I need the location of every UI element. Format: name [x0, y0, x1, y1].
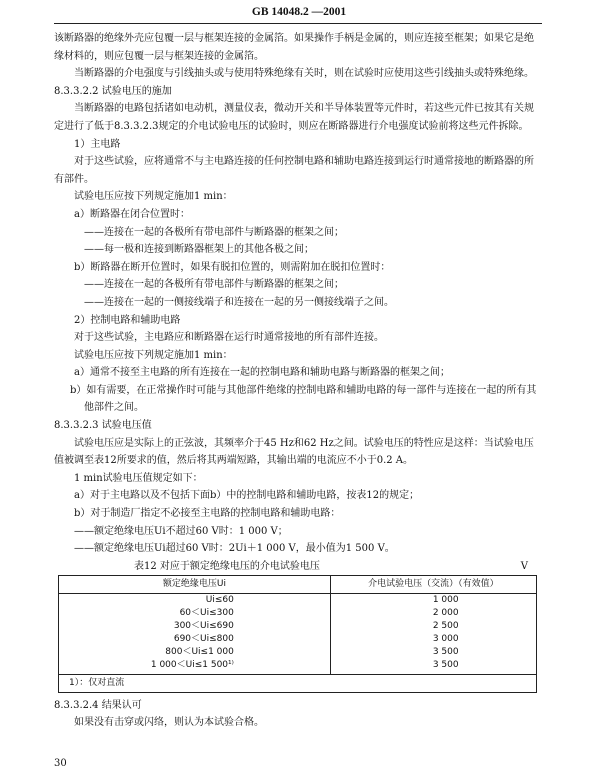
table-row: [59, 646, 537, 659]
cell-test-voltage: 3 000: [330, 633, 536, 646]
cell-rated-voltage: 300＜Ui≤690: [59, 620, 331, 633]
paragraph: a）对于主电路以及不包括下面b）中的控制电路和辅助电路，按表12的规定；: [74, 490, 420, 502]
paragraph: 如果没有击穿或闪络，则认为本试验合格。: [74, 717, 264, 729]
paragraph: ——连接在一起的各极所有带电部件与断路器的框架之间；: [84, 226, 344, 238]
cell-test-voltage: 2 000: [330, 607, 536, 620]
paragraph: ——额定绝缘电压Ui超过60 V时：2Ui＋1 000 V，最小值为1 500 V。: [74, 543, 395, 555]
table-title: 表12 对应于额定绝缘电压的介电试验电压: [134, 560, 320, 572]
table-row: [59, 607, 537, 620]
cell-test-voltage: 1 000: [330, 593, 536, 607]
section-heading: 8.3.3.2.2 试验电压的施加: [54, 85, 172, 97]
header-rule: [54, 23, 542, 24]
page-header: GB 14048.2 —2001: [251, 6, 347, 18]
cell-rated-voltage: Ui≤60: [59, 593, 331, 607]
paragraph: 1 min试验电压值规定如下：: [74, 472, 203, 484]
cell-rated-voltage: 800＜Ui≤1 000: [59, 646, 331, 659]
paragraph: 1）主电路: [74, 138, 121, 150]
paragraph: 对于这些试验，应将通常不与主电路连接的任何控制电路和辅助电路连接到运行时通常接地的断路器的所有部件。: [54, 156, 534, 185]
table-row: [59, 659, 537, 675]
cell-test-voltage: 3 500: [330, 659, 536, 675]
paragraph: 试验电压应是实际上的正弦波，其频率介于45 Hz和62 Hz之间。试验电压的特性应是这样：当试验电压值被调至表12所要求的值，然后将其两端短路，其输出端的电流应不小于0.2 A。: [54, 437, 534, 467]
page-content: [54, 30, 542, 732]
table-body: [59, 593, 537, 674]
table-header-row: [59, 575, 537, 593]
paragraph: 对于这些试验，主电路应和断路器在运行时通常接地的所有部件连接。: [74, 332, 384, 344]
paragraph: ——每一极和连接到断路器框架上的其他各极之间；: [84, 244, 314, 256]
table-row: [59, 620, 537, 633]
cell-test-voltage: 2 500: [330, 620, 536, 633]
page-number: 30: [54, 758, 67, 769]
table-unit: V: [520, 560, 528, 572]
paragraph: 该断路器的绝缘外壳应包覆一层与框架连接的金属箔。如果操作手柄是金属的，则应连接至框架；如果它是绝缘材料的，则应包覆一层与框架连接的金属箔。: [54, 33, 534, 62]
paragraph: 2）控制电路和辅助电路: [74, 314, 181, 326]
body-text: [54, 30, 542, 558]
paragraph: a）断路器在闭合位置时：: [74, 208, 190, 220]
paragraph: ——连接在一起的各极所有带电部件与断路器的框架之间；: [84, 279, 344, 291]
paragraph: a）通常不接至主电路的所有连接在一起的控制电路和辅助电路与断路器的框架之间；: [74, 367, 450, 379]
table-note: 1）：仅对直流: [59, 674, 537, 692]
dielectric-test-voltage-table: [58, 575, 537, 693]
table-row: [59, 593, 537, 607]
cell-rated-voltage: 1 000＜Ui≤1 500¹⁾: [59, 659, 331, 675]
cell-test-voltage: 3 500: [330, 646, 536, 659]
paragraph: ——额定绝缘电压Ui不超过60 V时：1 000 V；: [74, 525, 288, 537]
paragraph: 试验电压应按下列规定施加1 min：: [74, 349, 233, 361]
paragraph: 试验电压应按下列规定施加1 min：: [74, 191, 233, 203]
header-test-voltage: 介电试验电压（交流）（有效值）: [330, 575, 536, 593]
section-heading: 8.3.3.2.4 结果认可: [54, 699, 142, 711]
paragraph: ——连接在一起的一侧接线端子和连接在一起的另一侧接线端子之间。: [84, 296, 394, 308]
paragraph: b）如有需要，在正常操作时可能与其他部件绝缘的控制电路和辅助电路的每一部件与连接在一起的所有其他部件之间。: [70, 384, 537, 414]
section-heading: 8.3.3.2.3 试验电压值: [54, 420, 152, 432]
cell-rated-voltage: 60＜Ui≤300: [59, 607, 331, 620]
paragraph: b）断路器在断开位置时，如果有脱扣位置的，则需附加在脱扣位置时：: [74, 261, 391, 273]
paragraph: 当断路器的介电强度与引线抽头或与使用特殊绝缘有关时，则在试验时应使用这些引线抽头或特殊绝缘。: [74, 68, 534, 80]
cell-rated-voltage: 690＜Ui≤800: [59, 633, 331, 646]
after-text: [54, 697, 542, 732]
paragraph: 当断路器的电路包括诸如电动机，测量仪表，微动开关和半导体装置等元件时，若这些元件已按其有关规定进行了低于8.3.3.2.3规定的介电试验电压的试验时，则应在断路器进行介电强度试验前将这些元件拆除。: [54, 103, 534, 132]
table-row: [59, 633, 537, 646]
paragraph: b）对于制造厂指定不必接至主电路的控制电路和辅助电路：: [74, 508, 341, 520]
header-rated-insulation-voltage: 额定绝缘电压Ui: [59, 575, 331, 593]
table-caption: [54, 558, 542, 575]
table-note-row: [59, 674, 537, 692]
